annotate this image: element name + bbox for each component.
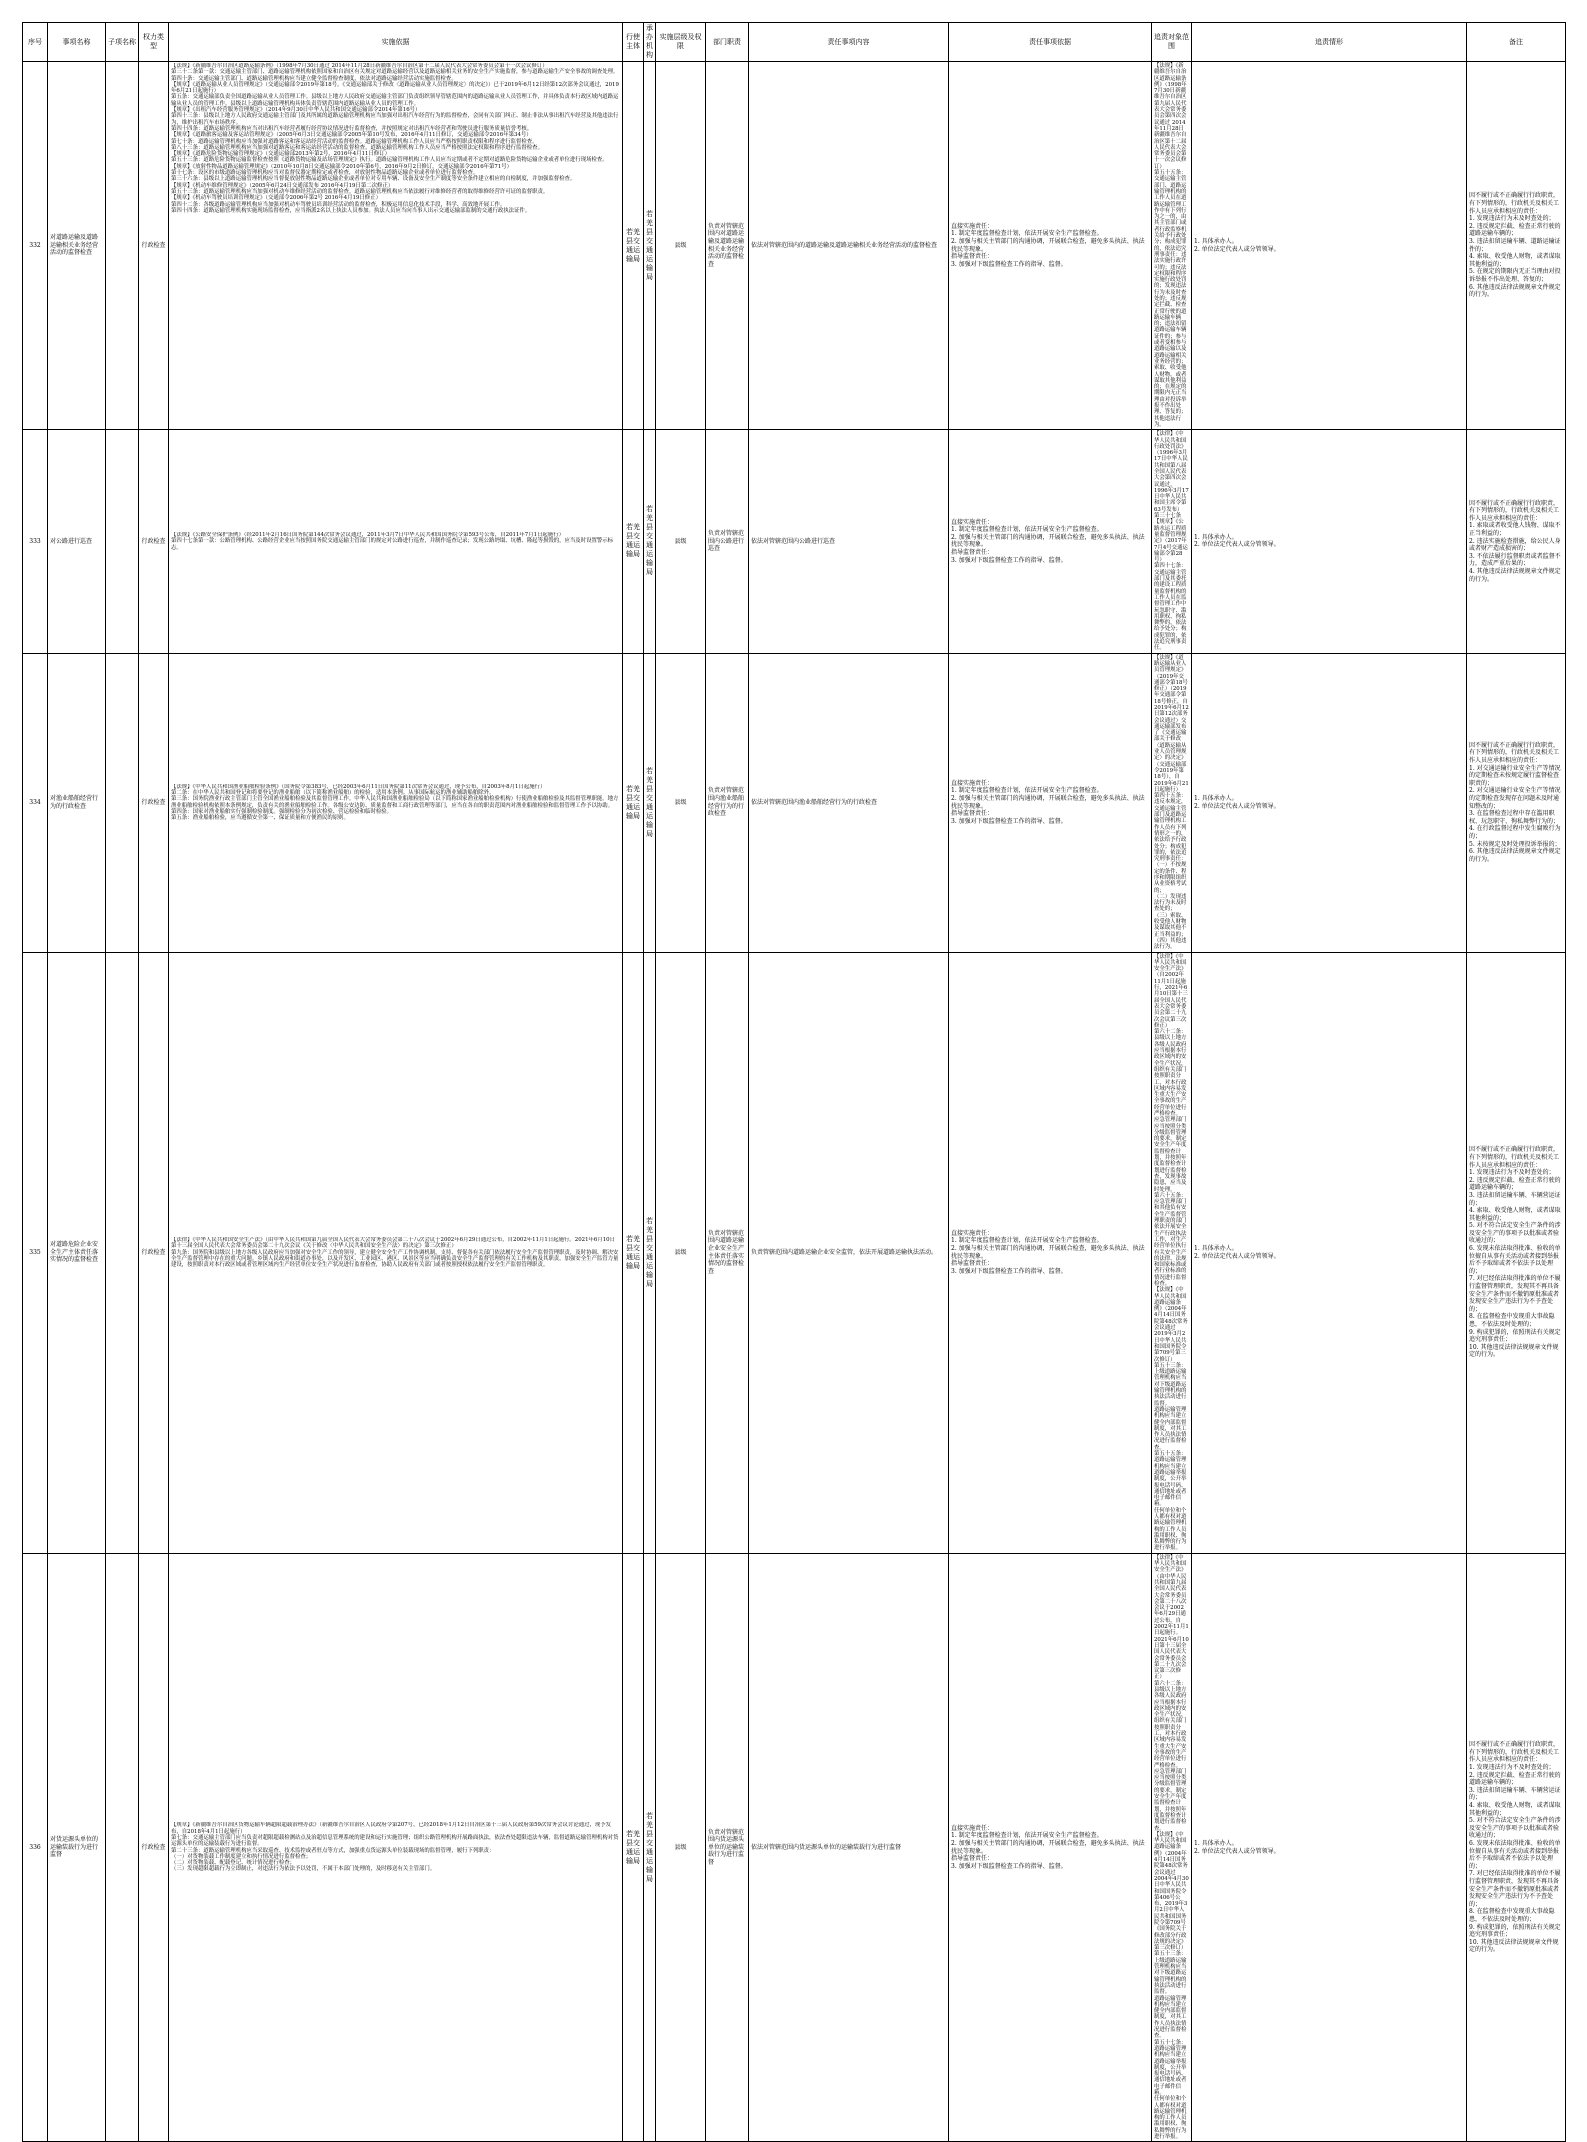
- cell-name: 对公路进行巡查: [48, 430, 106, 653]
- cell-body: 若羌县交通运输局: [623, 653, 644, 952]
- cell-no: 335: [23, 952, 48, 1553]
- cell-org: 若羌县交通运输局: [644, 430, 656, 653]
- cell-case: 因不履行或不正确履行行政职责，有下列情形的，行政机关及相关工作人员应承担相应的责任： 1. 发现违法行为不及时查处的； 2. 违反规定拦截、检查正常行驶的道路运输车辆的； 3. 违法扣留运输车辆、车辆营运证的； 4. 索取、收受他人财物，或者谋取其他利益的； 5. 对不符合法定安全生产条件的涉及安全生产的事项予以批准或者验收通过的； 6. 发现未依法取得批准、验收的单位擅自从事有关活动或者接到举报后不予取缔或者不依法予以处理的； 7. 对已经依法取得批准的单位不履行监督管理职责，发现其不再具备安全生产条件而不撤销原批准或者发现安全生产违法行为不予查处的； 8. 在监督检查中发现重大事故隐患，不依法及时处理的； 9. 构成犯罪的，依照刑法有关规定追究刑事责任； 10. 其他违反法律法规规章文件规定的行为。: [1467, 1553, 1566, 2142]
- basis-text: 【规章】《新疆维吾尔自治区货物运输车辆超限超载治理办法》（新疆维吾尔自治区人民政府令第207号，已经2018年1月12日自治区第十三届人民政府第59次常务会议讨论通过，现予发布，自2018年4月1日起施行） 第七条：交通运输主管部门应当负责对超限超载检测站点及治超信息管理系统的建设和运行实施管理；组织公路管理机构开展路面执法，依法查处超限违法车辆，监督道路运输管理机构对货运源头单位的运输装载行为进行监督。 第二十三条：道路运输管理机构应当采取巡查、技术监控或者驻点等方式，加强重点货运源头单位装载现场的监督管理，履行下列职责： （一）对货物装载工作制度建立和执行情况进行监督检查； （二）对货物装载、配载登记、统计情况进行检查； （三）发现超限超载行为立即制止，对违法行为依法予以处罚，不属于本部门处理的，及时移送有关主管部门。: [171, 1822, 619, 1873]
- table-row: [23, 653, 1566, 952]
- cell-duty-basis: 【法规】《道路运输从业人员管理规定》（2019年交通部令第18号修正）（2019年交通部令第18号修正，自2019年6月12日第12次部务会议通过）交通运输部发布了《交通运输部关于修改〈道路运输从业人员管理规定〉的决定》（交通运输部令2019年第18号），自2019年6月21日起施行） 第四十五条：违反本规定，交通运输主管部门及道路运输管理机构工作人员有下列情形之一的，依法给予行政处分；构成犯罪的，依法追究刑事责任： （一）不按规定的条件、程序和期限组织从业资格考试的； （二）发现违法行为未及时查处的； （三）索取、收受他人财物及谋取其他不正当利益的； （四）其他违法行为。: [1152, 653, 1192, 952]
- cell-basis: [169, 653, 623, 952]
- cell-level-power: 负责对管辖范围内道路运输企业安全生产主体责任落实情况的监督检查: [706, 952, 749, 1553]
- cell-duty: 依法对管辖范围内渔业船舶经营行为的行政检查: [749, 653, 949, 952]
- cell-duty-basis: 【法律】《中华人民共和国安全生产法》（自2002年11月1日起施行，2021年6月10日第十三届全国人民代表大会常务委员会第二十九次会议第三次修正） 第六十二条：县级以上地方各级人民政府应当根据本行政区域内的安全生产状况，组织有关部门按照职责分工，对本行政区域内容易发生重大生产安全事故的生产经营单位进行严格检查。 应急管理部门应当按照分类分级监督管理的要求，制定安全生产年度监督检查计划，并按照年度监督检查计划进行监督检查，发现事故隐患，应当及时处理。 第六十五条：应急管理部门和其他负有安全生产监督管理职责的部门依法开展安全生产行政执法工作，对生产经营单位执行有关安全生产的法律、法规和国家标准或者行业标准的情况进行监督检查。 【法规】《中华人民共和国道路运输条例》（2004年4月14日国务院第48次常务会议通过 2019年3月2日中华人民共和国国务院令第709号第三次修订） 第五十三条：上级道路运输管理机构应当对下级道路运输管理机构的执法活动进行监督。 道路运输管理机构应当建立健全内部监督制度，对其工作人员执法情况进行监督检查。 第五十五条：道路运输管理机构应当建立道路运输举报制度，公开举报电话号码、通信地址或者电子邮件信箱。 任何单位和个人都有权对道路运输管理机构的工作人员滥用职权、徇私舞弊的行为进行举报。: [1152, 952, 1192, 1553]
- cell-level: 县级: [656, 952, 706, 1553]
- header-cell: 实施层级及权限: [656, 23, 706, 62]
- cell-no: 334: [23, 653, 48, 952]
- cell-content: 直接实施责任： 1. 制定年度监督检查计划，依法开展安全生产监督检查。 2. 加强与相关主管部门的沟通协调，开展联合检查，避免多头执法、执法扰民等现象。 指导监督责任： 3. 加强对下级监督检查工作的指导、监督。: [949, 653, 1152, 952]
- header-cell: 实施依据: [169, 23, 623, 62]
- cell-basis: [169, 1553, 623, 2142]
- cell-duty-basis: 【法规】《新疆维吾尔自治区道路运输条例》（1998年7月30日新疆维吾尔自治区第九届人民代表大会常务委员会第四次会议通过 2014年11月28日新疆维吾尔自治区第十二届人民代表大会常务委员会第十一次会议修订） 第五十五条：交通运输主管部门、道路运输管理机构的工作人员在道路运输管理工作中有下列行为之一的，由其主管部门或者行政监察机关给予行政处分；构成犯罪的，依法追究刑事责任：违法实施行政许可的；违反法定权限和程序实施行政处罚的；发现违法行为未及时查处的；违反规定拦截、检查正常行驶的道路运输车辆的；违法扣留道路运输车辆证件的；参与或者变相参与道路运输以及道路运输相关业务经营的；索取、收受他人财物，或者谋取其他利益的；在规定的期限内无正当理由对投诉举报不作出处理、答复的；其他违法行为。: [1152, 62, 1192, 430]
- cell-no: 333: [23, 430, 48, 653]
- cell-basis: [169, 62, 623, 430]
- header-cell: 责任事项依据: [949, 23, 1152, 62]
- cell-type: 行政检查: [139, 653, 169, 952]
- cell-no: 332: [23, 62, 48, 430]
- cell-level: 县级: [656, 430, 706, 653]
- cell-content: 直接实施责任： 1. 制定年度监督检查计划，依法开展安全生产监督检查。 2. 加强与相关主管部门的沟通协调，开展联合检查，避免多头执法、执法扰民等现象。 指导监督责任： 3. 加强对下级监督检查工作的指导、监督。: [949, 952, 1152, 1553]
- cell-target: 1. 具体承办人。 2. 单位法定代表人或分管领导。: [1192, 430, 1467, 653]
- cell-level-power: 负责对管辖范围内货运源头单位的运输装载行为进行监督: [706, 1553, 749, 2142]
- cell-duty-basis: 【法律】《中华人民共和国行政处罚法》（1996年3月17日中华人民共和国第八届全国人民代表大会第四次会议通过，1996年3月17日中华人民共和国主席令第63号发布） 第三十七条 【规章】《公路水运工程质量监督管理规定》（2017年7月4号交通运输部令第28号） 第四十七条：交通运输主管部门及其委托的建设工程质量监督机构的工作人员在监督管理工作中玩忽职守、滥用职权、徇私舞弊的，依法给予处分；构成犯罪的，依法追究刑事责任。: [1152, 430, 1192, 653]
- cell-target: 1. 具体承办人。 2. 单位法定代表人或分管领导。: [1192, 62, 1467, 430]
- cell-body: 若羌县交通运输局: [623, 62, 644, 430]
- cell-level-power: 负责对管辖范围内渔业船舶经营行为的行政检查: [706, 653, 749, 952]
- power-list-table: [22, 22, 1566, 2142]
- header-row: [23, 23, 1566, 62]
- cell-org: 若羌县交通运输局: [644, 1553, 656, 2142]
- cell-level: 县级: [656, 1553, 706, 2142]
- cell-name: 对渔业船舶经营行为的行政检查: [48, 653, 106, 952]
- table-row: [23, 952, 1566, 1553]
- cell-case: 因不履行或不正确履行行政职责，有下列情形的，行政机关及相关工作人员应承担相应的责任： 1. 发现违法行为未及时查处的； 2. 违反规定拦截、检查正常行驶的道路运输车辆的； 3. 违法扣留运输车辆、道路运输证件的； 4. 索取、收受他人财物，或者谋取其他利益的； 5. 在规定的期限内无正当理由对投诉举报不作出处理、答复的； 6. 其他违反法律法规规章文件规定的行为。: [1467, 62, 1566, 430]
- cell-type: 行政检查: [139, 62, 169, 430]
- basis-text: 【法规】《新疆维吾尔自治区道路运输条例》（1998年7月30日通过 2014年11月28日新疆维吾尔自治区第十二届人民代表大会常务委员会第十一次会议修订） 第三十二条第一款：交通运输主管部门、道路运输管理机构依照国家和自治区有关规定对道路运输经营以及道路运输相关业务的安全生产实施监督，参与道路运输生产安全事故的调查处理。第四十条：交通运输主管部门、道路运输管理机构应当建立健全监督检查制度，依法对道路运输经营活动实施监督检查。 【规章】《道路运输从业人员管理规定》（交通运输部令2019年第18号，《交通运输部关于修改〈道路运输从业人员管理规定〉的决定》）已于2019年6月12日经第12次部务会议通过，2019年6月21日起施行） 第五条：交通运输部负责全国道路运输从业人员管理工作。县级以上地方人民政府交通运输主管部门负责组织领导管辖范围内的道路运输从业人员管理工作，并具体负责本行政区域内道路运输从业人员的管理工作。县级以上道路运输管理机构具体负责管辖范围内道路运输从业人员的管理工作。 【规章】《出租汽车经营服务管理规定》（2014年9月30日中华人民共和国交通运输部令2014年第16号） 第四十三条：县级以上地方人民政府交通运输主管部门及其所属的道路运输管理机构应当加强对出租汽车经营行为的监督检查，会同有关部门纠正、制止非法从事出租汽车经营及其他违法行为，维护出租汽车市场秩序。 第四十四条：道路运输管理机构应当对出租汽车经营者履行经营协议情况进行监督检查，并按照规定对出租汽车经营者和驾驶员进行服务质量信誉考核。 【规章】《道路旅客运输及客运站管理规定》（2005年6月3日交通运输部令2005年第10号发布，2016年4月11日修订，交通运输部令2016年第34号） 第七十条：道路运输管理机构应当加强对道路客运和客运站经营活动的监督检查。道路运输管理机构工作人员应当严格按照职责权限和程序进行监督检查。 第八十三条：道路运输管理机构应当加强对道路客运和客运站经营活动的监督检查，道路运输管理机构工作人员应当严格按照法定权限和程序进行监督检查。 【规章】《道路危险货物运输管理规定》（交通运输部2013年第2号，2016年4月11日修订） 第五十三条：道路危险货物运输监督检查按照《道路货物运输及站场管理规定》执行。道路运输管理机构工作人员应当定期或者不定期对道路危险货物运输企业或者单位进行现场检查。 【规章】《放射性物品道路运输管理规定》（2010年10月8日交通运输部令2010年第6号，2016年9月2日修订，交通运输部令2016年第71号） 第十七条：设区的市级道路运输管理机构应当对监督仪器定期检定或者检查，对放射性物品道路运输企业或者单位进行监督检查。 第三十六条：县级以上道路运输管理机构应当督促放射性物品道路运输企业或者单位对专用车辆、设备及安全生产制度等安全条件建立相应的自检制度，并加强监督检查。 【规章】《机动车维修管理规定》（2005年6月24日交通部发布 2016年4月19日第二次修正） 第五十三条：道路运输管理机构应当加强对机动车维修经营活动的监督检查。道路运输管理机构应当依法履行对维修经营者的取得维修经营许可证的监督职责。 【规章】《机动车驾驶员培训管理规定》（交通部令2006年第2号 2016年4月19日修正） 第四十二条：各级道路运输管理机构应当加强对机动车驾驶员培训经营活动的监督检查，积极运用信息化技术手段，科学、高效地开展工作。 第四十四条：道路运输管理机构实施现场监督检查，应当指派2名以上执法人员参加。执法人员应当向当事人出示交通运输部监制的交通行政执法证件。: [171, 63, 619, 214]
- cell-basis: [169, 430, 623, 653]
- header-cell: 追责对象范围: [1152, 23, 1192, 62]
- cell-sub: [106, 952, 139, 1553]
- basis-text: 【法规】《中华人民共和国渔业船舶检验条例》（国务院令第383号，已经2003年6月11日国务院第11次常务会议通过，现予公布，自2003年8月1日起施行） 第二条：在中华人民共和国登记和将要登记的渔业船舶（以下简称渔业船舶）的检验，适用本条例。从事国际航运的渔业辅助船舶除外。 第三条：国务院渔业行政主管部门主管全国渔业船舶检验及其监督管理工作。中华人民共和国渔业船舶检验局（以下简称国家渔业船舶检验机构）行使渔业船舶检验及其监督管理职能。地方渔业船舶检验机构依照本条例规定，负责有关的渔业船舶检验工作。各级公安边防、质量监督和工商行政管理等部门，应当在各自的职责范围内对渔业船舶检验和监督管理工作予以协助。 第四条：国家对渔业船舶实行强制检验制度。强制检验分为初次检验、营运检验和临时检验。 第五条：渔业船舶检验，应当遵循安全第一、保证质量和方便渔民的原则。: [171, 783, 619, 822]
- header-cell: 责任事项内容: [749, 23, 949, 62]
- cell-sub: [106, 62, 139, 430]
- header-cell: 行使主体: [623, 23, 644, 62]
- table-row: [23, 62, 1566, 430]
- basis-text: 【法规】《公路安全保护条例》（经2011年2月16日国务院第144次常务会议通过，2011年3月7日中华人民共和国国务院令第593号公布，自2011年7月1日起施行） 第四十七条第一款：公路管理机构、公路经营企业应当按照国务院交通运输主管部门的规定对公路进行巡查，并制作巡查记录；发现公路坍塌、坑槽、隆起等损毁的，应当及时设置警示标志。: [171, 531, 614, 551]
- cell-content: 直接实施责任： 1. 制定年度监督检查计划，依法开展安全生产监督检查。 2. 加强与相关主管部门的沟通协调，开展联合检查，避免多头执法、执法扰民等现象。 指导监督责任： 3. 加强对下级监督检查工作的指导、监督。: [949, 1553, 1152, 2142]
- cell-sub: [106, 430, 139, 653]
- cell-sub: [106, 1553, 139, 2142]
- cell-org: 若羌县交通运输局: [644, 653, 656, 952]
- cell-case: 因不履行或不正确履行行政职责，有下列情形的，行政机关及相关工作人员应承担相应的责任： 1. 对交通运输行业安全生产等情况的定期检查未按规定履行监督检查职责的； 2. 对交通运输行业安全生产等情况的定期检查发现存在问题未及时通知整改的； 3. 在监督检查过程中存在滥用职权、玩忽职守、徇私舞弊行为的； 4. 在行政监督过程中发生腐败行为的； 5. 未按规定及时处理投诉举报的； 6. 其他违反法律法规规章文件规定的行为。: [1467, 653, 1566, 952]
- header-cell: 权力类型: [139, 23, 169, 62]
- cell-duty: 依法对管辖范围内的道路运输及道路运输相关业务经营活动的监督检查: [749, 62, 949, 430]
- cell-case: 因不履行或不正确履行行政职责，有下列情形的，行政机关及相关工作人员应承担相应的责任： 1. 索取或者收受他人钱物、谋取不正当利益的； 2. 违法实施检查措施，给公民人身或者财产造成损害的； 3. 不依法履行监督职责或者监督不力，造成严重后果的； 4. 其他违反法律法规规章文件规定的行为。: [1467, 430, 1566, 653]
- cell-target: 1. 具体承办人。 2. 单位法定代表人或分管领导。: [1192, 1553, 1467, 2142]
- header-cell: 事项名称: [48, 23, 106, 62]
- cell-type: 行政检查: [139, 1553, 169, 2142]
- cell-duty: 依法对管辖范围内公路进行巡查: [749, 430, 949, 653]
- cell-content: 直接实施责任： 1. 制定年度监督检查计划，依法开展安全生产监督检查。 2. 加强与相关主管部门的沟通协调，开展联合检查，避免多头执法、执法扰民等现象。 指导监督责任： 3. 加强对下级监督检查工作的指导、监督。: [949, 430, 1152, 653]
- cell-level-power: 负责对管辖范围内公路进行巡查: [706, 430, 749, 653]
- header-cell: 备注: [1467, 23, 1566, 62]
- cell-name: 对道路运输及道路运输相关业务经营活动的监督检查: [48, 62, 106, 430]
- cell-org: 若羌县交通运输局: [644, 952, 656, 1553]
- cell-sub: [106, 653, 139, 952]
- cell-body: 若羌县交通运输局: [623, 1553, 644, 2142]
- header-cell: 部门职责: [706, 23, 749, 62]
- power-list-page: [22, 22, 1565, 2142]
- cell-no: 336: [23, 1553, 48, 2142]
- table-row: [23, 430, 1566, 653]
- cell-duty-basis: 【法律】《中华人民共和国安全生产法》（由中华人民共和国第九届全国人民代表大会常务委员会第二十八次会议于2002年6月29日通过公布，自2002年11月1日起施行。2021年6月10日第十三届全国人民代表大会常务委员会第二十九次会议第三次修正） 第六十二条：县级以上地方各级人民政府应当根据本行政区域内的安全生产状况，组织有关部门按照职责分工，对本行政区域内容易发生重大生产安全事故的生产经营单位进行严格检查。 应急管理部门应当按照分类分级监督管理的要求，制定安全生产年度监督检查计划，并按照年度监督检查计划进行监督检查。 【法规】《中华人民共和国道路运输条例》（2004年4月14日国务院第48次常务会议通过 2004年4月30日中华人民共和国国务院令第406号公布，2019年3月2日中华人民共和国国务院令第709号《国务院关于修改部分行政法规的决定》第三次修订） 第五十三条：上级道路运输管理机构应当对下级道路运输管理机构的执法活动进行监督。 道路运输管理机构应当建立健全内部监督制度，对其工作人员执法情况进行监督检查。 第五十七条：道路运输管理机构应当建立道路运输举报制度，公开举报电话号码、通信地址或者电子邮件信箱。 任何单位和个人都有权对道路运输管理机构的工作人员滥用职权、徇私舞弊的行为进行举报。: [1152, 1553, 1192, 2142]
- cell-content: 直接实施责任： 1. 制定年度监督检查计划，依法开展安全生产监督检查。 2. 加强与相关主管部门的沟通协调，开展联合检查，避免多头执法、执法扰民等现象。 指导监督责任： 3. 加强对下级监督检查工作的指导、监督。: [949, 62, 1152, 430]
- basis-text: 【法律】《中华人民共和国安全生产法》（由中华人民共和国第九届全国人民代表大会常务委员会第二十八次会议于2002年6月29日通过公布，自2002年11月1日起施行。2021年6月10日第十三届全国人民代表大会常务委员会第二十九次会议《关于修改〈中华人民共和国安全生产法〉的决定》第三次修正） 第九条：国务院和县级以上地方各级人民政府应当加强对安全生产工作的领导，建立健全安全生产工作协调机制，支持、督促各有关部门依法履行安全生产监督管理职责，及时协调、解决安全生产监督管理中存在的重大问题。乡镇人民政府和街道办事处，以及开发区、工业园区、港区、风景区等应当明确负责安全生产监督管理的有关工作机构及其职责，加强安全生产监管力量建设，按照职责对本行政区域或者管理区域内生产经营单位安全生产状况进行监督检查，协助人民政府有关部门或者按照授权依法履行安全生产监督管理职责。: [171, 1236, 619, 1269]
- header-cell: 序号: [23, 23, 48, 62]
- cell-level-power: 负责对管辖范围内对道路运输及道路运输相关业务经营活动的监督检查: [706, 62, 749, 430]
- cell-target: 1. 具体承办人。 2. 单位法定代表人或分管领导。: [1192, 653, 1467, 952]
- cell-level: 县级: [656, 62, 706, 430]
- cell-target: 1. 具体承办人。 2. 单位法定代表人或分管领导。: [1192, 952, 1467, 1553]
- cell-type: 行政检查: [139, 430, 169, 653]
- header-cell: 子项名称: [106, 23, 139, 62]
- cell-body: 若羌县交通运输局: [623, 430, 644, 653]
- cell-level: 县级: [656, 653, 706, 952]
- cell-basis: [169, 952, 623, 1553]
- cell-name: 对道路危险企业安全生产主体责任落实情况的监督检查: [48, 952, 106, 1553]
- cell-duty: 负责管辖范围内道路运输企业安全监管，依法开展道路运输执法活动。: [749, 952, 949, 1553]
- cell-org: 若羌县交通运输局: [644, 62, 656, 430]
- header-cell: 追责情形: [1192, 23, 1467, 62]
- header-cell: 承办机构: [644, 23, 656, 62]
- cell-duty: 依法对管辖范围内货运源头单位的运输装载行为进行监督: [749, 1553, 949, 2142]
- table-row: [23, 1553, 1566, 2142]
- cell-body: 若羌县交通运输局: [623, 952, 644, 1553]
- cell-case: 因不履行或不正确履行行政职责，有下列情形的，行政机关及相关工作人员应承担相应的责任： 1. 发现违法行为不及时查处的； 2. 违反规定拦截、检查正常行驶的道路运输车辆的； 3. 违法扣留运输车辆、车辆营运证的； 4. 索取、收受他人财物，或者谋取其他利益的； 5. 对不符合法定安全生产条件的涉及安全生产的事项予以批准或者验收通过的； 6. 发现未依法取得批准、验收的单位擅自从事有关活动或者接到举报后不予取缔或者不依法予以处理的； 7. 对已经依法取得批准的单位不履行监督管理职责，发现其不再具备安全生产条件而不撤销原批准或者发现安全生产违法行为不予查处的； 8. 在监督检查中发现重大事故隐患，不依法及时处理的； 9. 构成犯罪的，依照刑法有关规定追究刑事责任； 10. 其他违反法律法规规章文件规定的行为。: [1467, 952, 1566, 1553]
- cell-type: 行政检查: [139, 952, 169, 1553]
- cell-name: 对货运源头单位的运输装载行为进行监督: [48, 1553, 106, 2142]
